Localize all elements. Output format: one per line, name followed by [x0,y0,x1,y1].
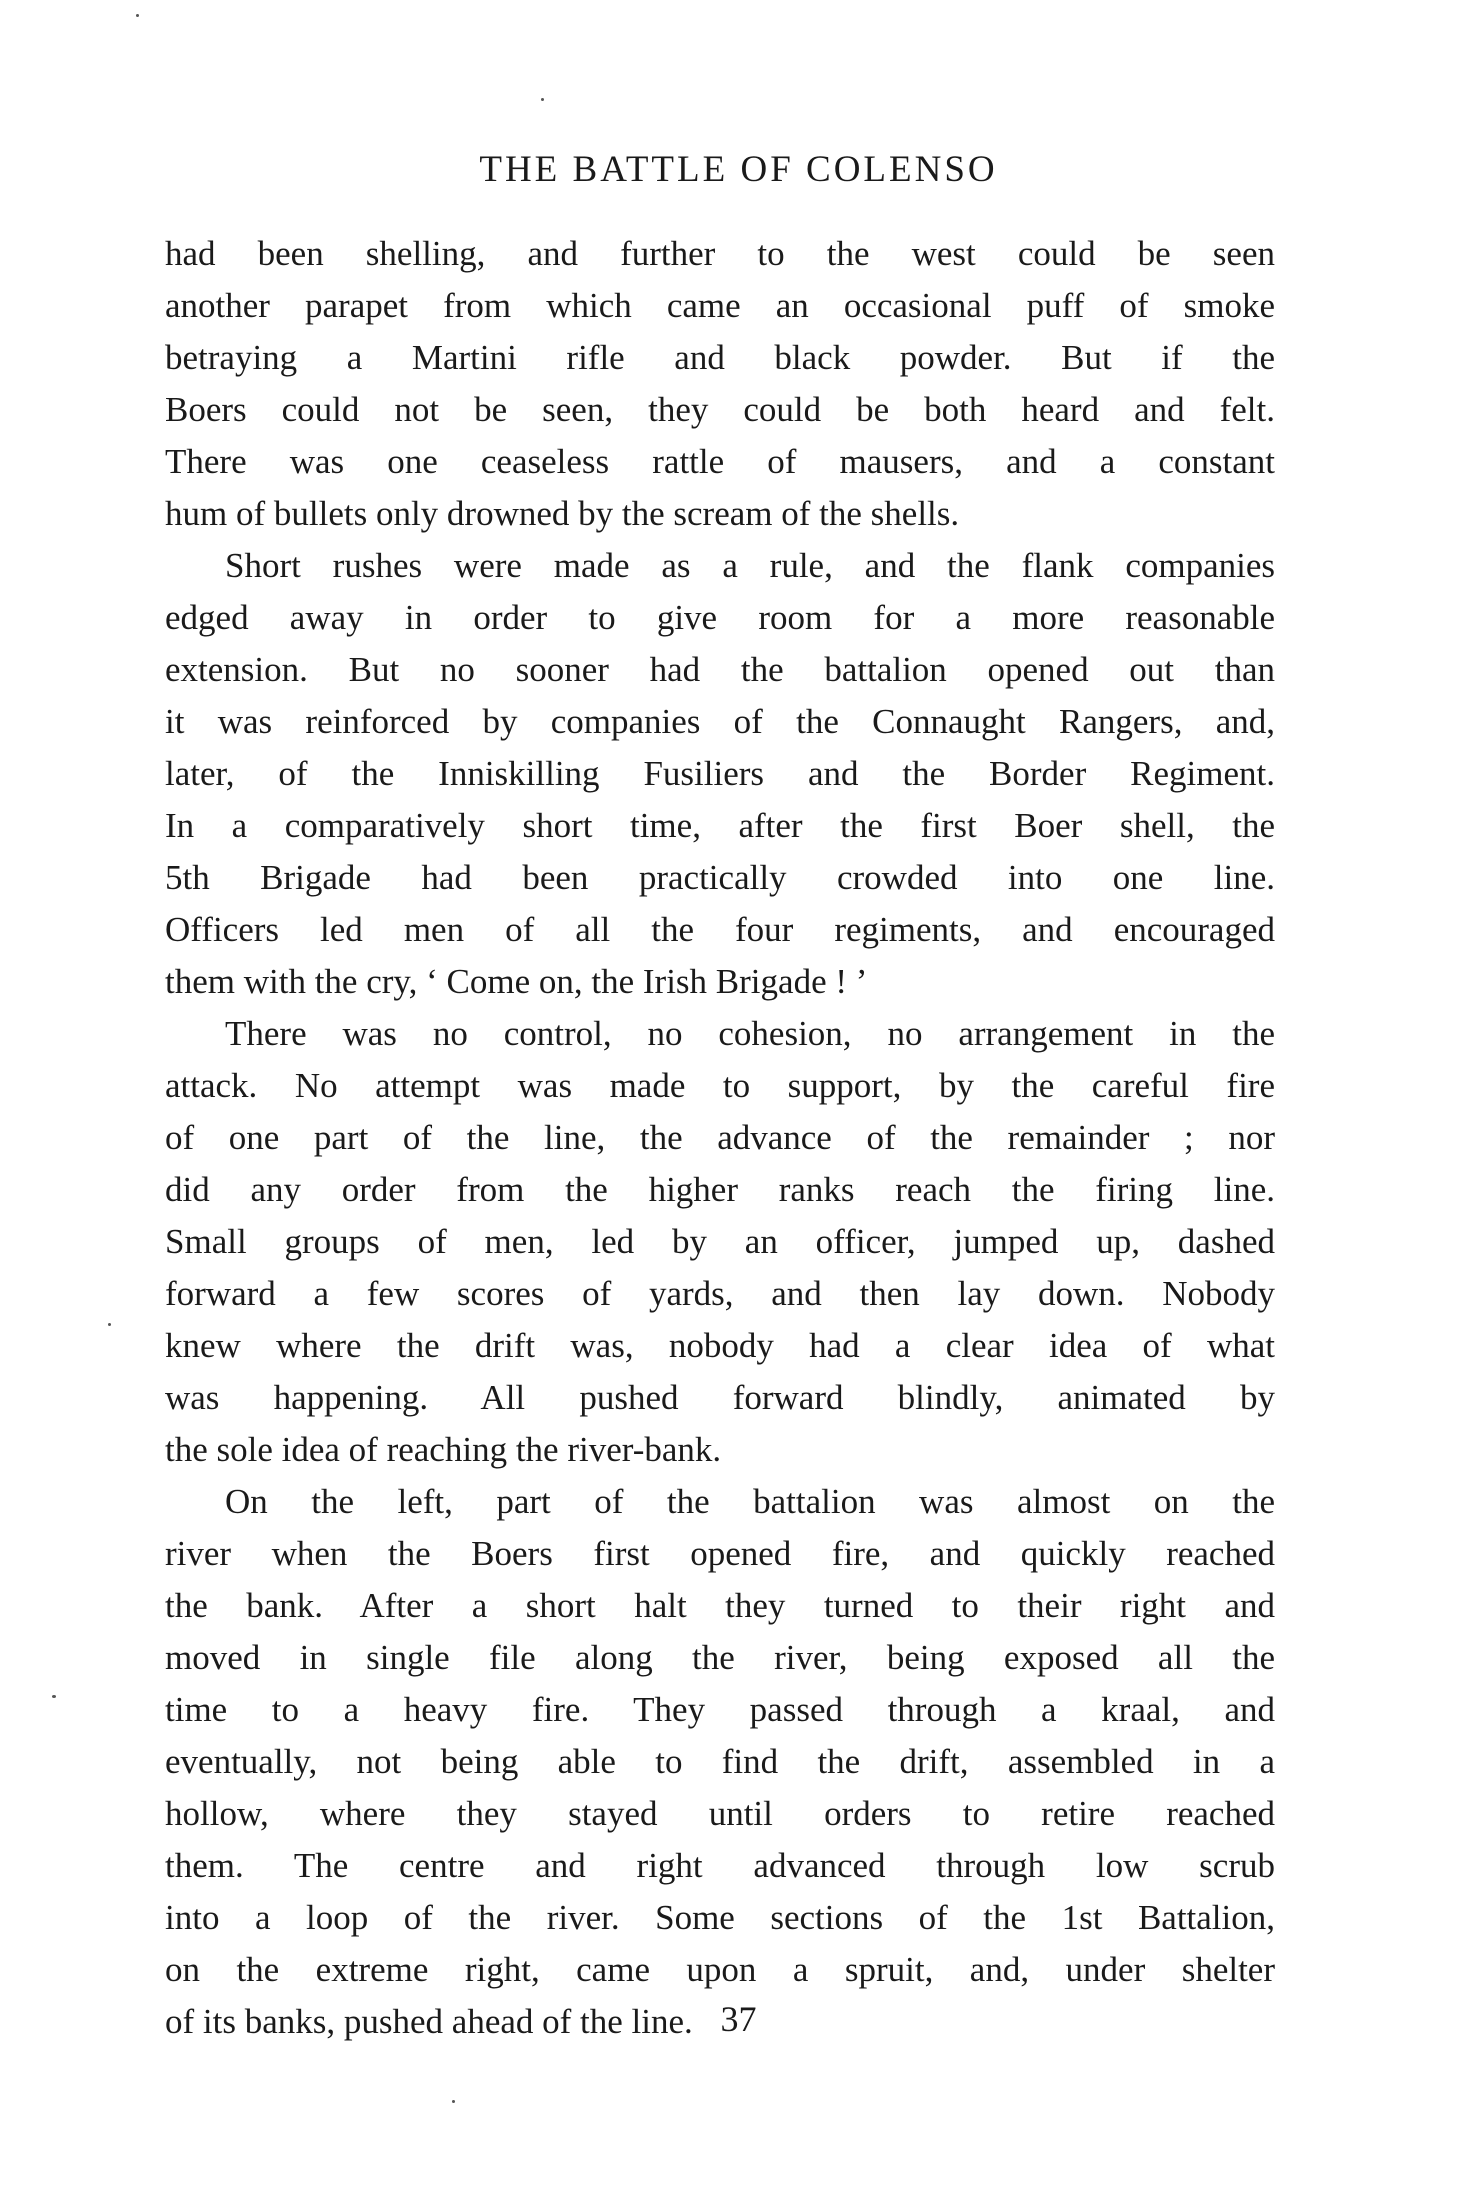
text-line: them with the cry, ‘ Come on, the Irish Brigade ! ’ [165,962,868,1001]
page-number: 37 [720,1999,757,2039]
paper-speck [52,1695,56,1698]
text-line: edged away in order to give room for a more reasonable [165,598,1275,637]
text-line: 5th Brigade had been practically crowded into one line. [165,858,1275,897]
text-line: forward a few scores of yards, and then lay down. Nobody [165,1274,1275,1313]
paper-speck [136,14,139,17]
text-line: Officers led men of all the four regiments, and encouraged [165,910,1275,949]
text-line: was happening. All pushed forward blindly, animated by [165,1378,1275,1417]
text-line: another parapet from which came an occasional puff of smoke [165,286,1275,325]
text-line: river when the Boers first opened fire, and quickly reached [165,1534,1275,1573]
text-line: attack. No attempt was made to support, by the careful fire [165,1066,1275,1105]
paragraph [165,228,1275,540]
text-line: had been shelling, and further to the west could be seen [165,234,1275,273]
text-line: In a comparatively short time, after the first Boer shell, the [165,806,1275,845]
text-line: extension. But no sooner had the battalion opened out than [165,650,1275,689]
text-line: On the left, part of the battalion was almost on the [225,1482,1275,1521]
text-line: hollow, where they stayed until orders to retire reached [165,1794,1275,1833]
text-line: hum of bullets only drowned by the scream of the shells. [165,494,960,533]
text-line: betraying a Martini rifle and black powder. But if the [165,338,1275,377]
text-line: later, of the Inniskilling Fusiliers and the Border Regiment. [165,754,1275,793]
text-line: There was no control, no cohesion, no arrangement in the [225,1014,1275,1053]
text-line: moved in single file along the river, being exposed all the [165,1638,1275,1677]
paragraph [165,1008,1275,1476]
text-line: There was one ceaseless rattle of mausers, and a constant [165,442,1275,481]
paragraph [165,1476,1275,2048]
paper-speck [108,1323,111,1326]
body-text [165,228,1275,2048]
text-line: into a loop of the river. Some sections of the 1st Battalion, [165,1898,1275,1937]
paragraph [165,540,1275,1008]
text-line: time to a heavy fire. They passed through a kraal, and [165,1690,1275,1729]
text-line: them. The centre and right advanced through low scrub [165,1846,1275,1885]
running-head: THE BATTLE OF COLENSO [479,149,998,190]
text-line: the bank. After a short halt they turned to their right and [165,1586,1275,1625]
text-line: of its banks, pushed ahead of the line. [165,2002,693,2041]
text-line: Boers could not be seen, they could be both heard and felt. [165,390,1275,429]
text-line: of one part of the line, the advance of the remainder ; nor [165,1118,1275,1157]
text-line: the sole idea of reaching the river-bank. [165,1430,722,1469]
text-line: knew where the drift was, nobody had a clear idea of what [165,1326,1275,1365]
paper-speck [541,98,544,101]
text-line: Small groups of men, led by an officer, jumped up, dashed [165,1222,1275,1261]
text-line: it was reinforced by companies of the Connaught Rangers, and, [165,702,1275,741]
text-line: did any order from the higher ranks reach the firing line. [165,1170,1275,1209]
text-line: on the extreme right, came upon a spruit, and, under shelter [165,1950,1275,1989]
text-line: eventually, not being able to find the drift, assembled in a [165,1742,1275,1781]
paper-speck [452,2100,455,2103]
text-line: Short rushes were made as a rule, and the flank companies [225,546,1275,585]
